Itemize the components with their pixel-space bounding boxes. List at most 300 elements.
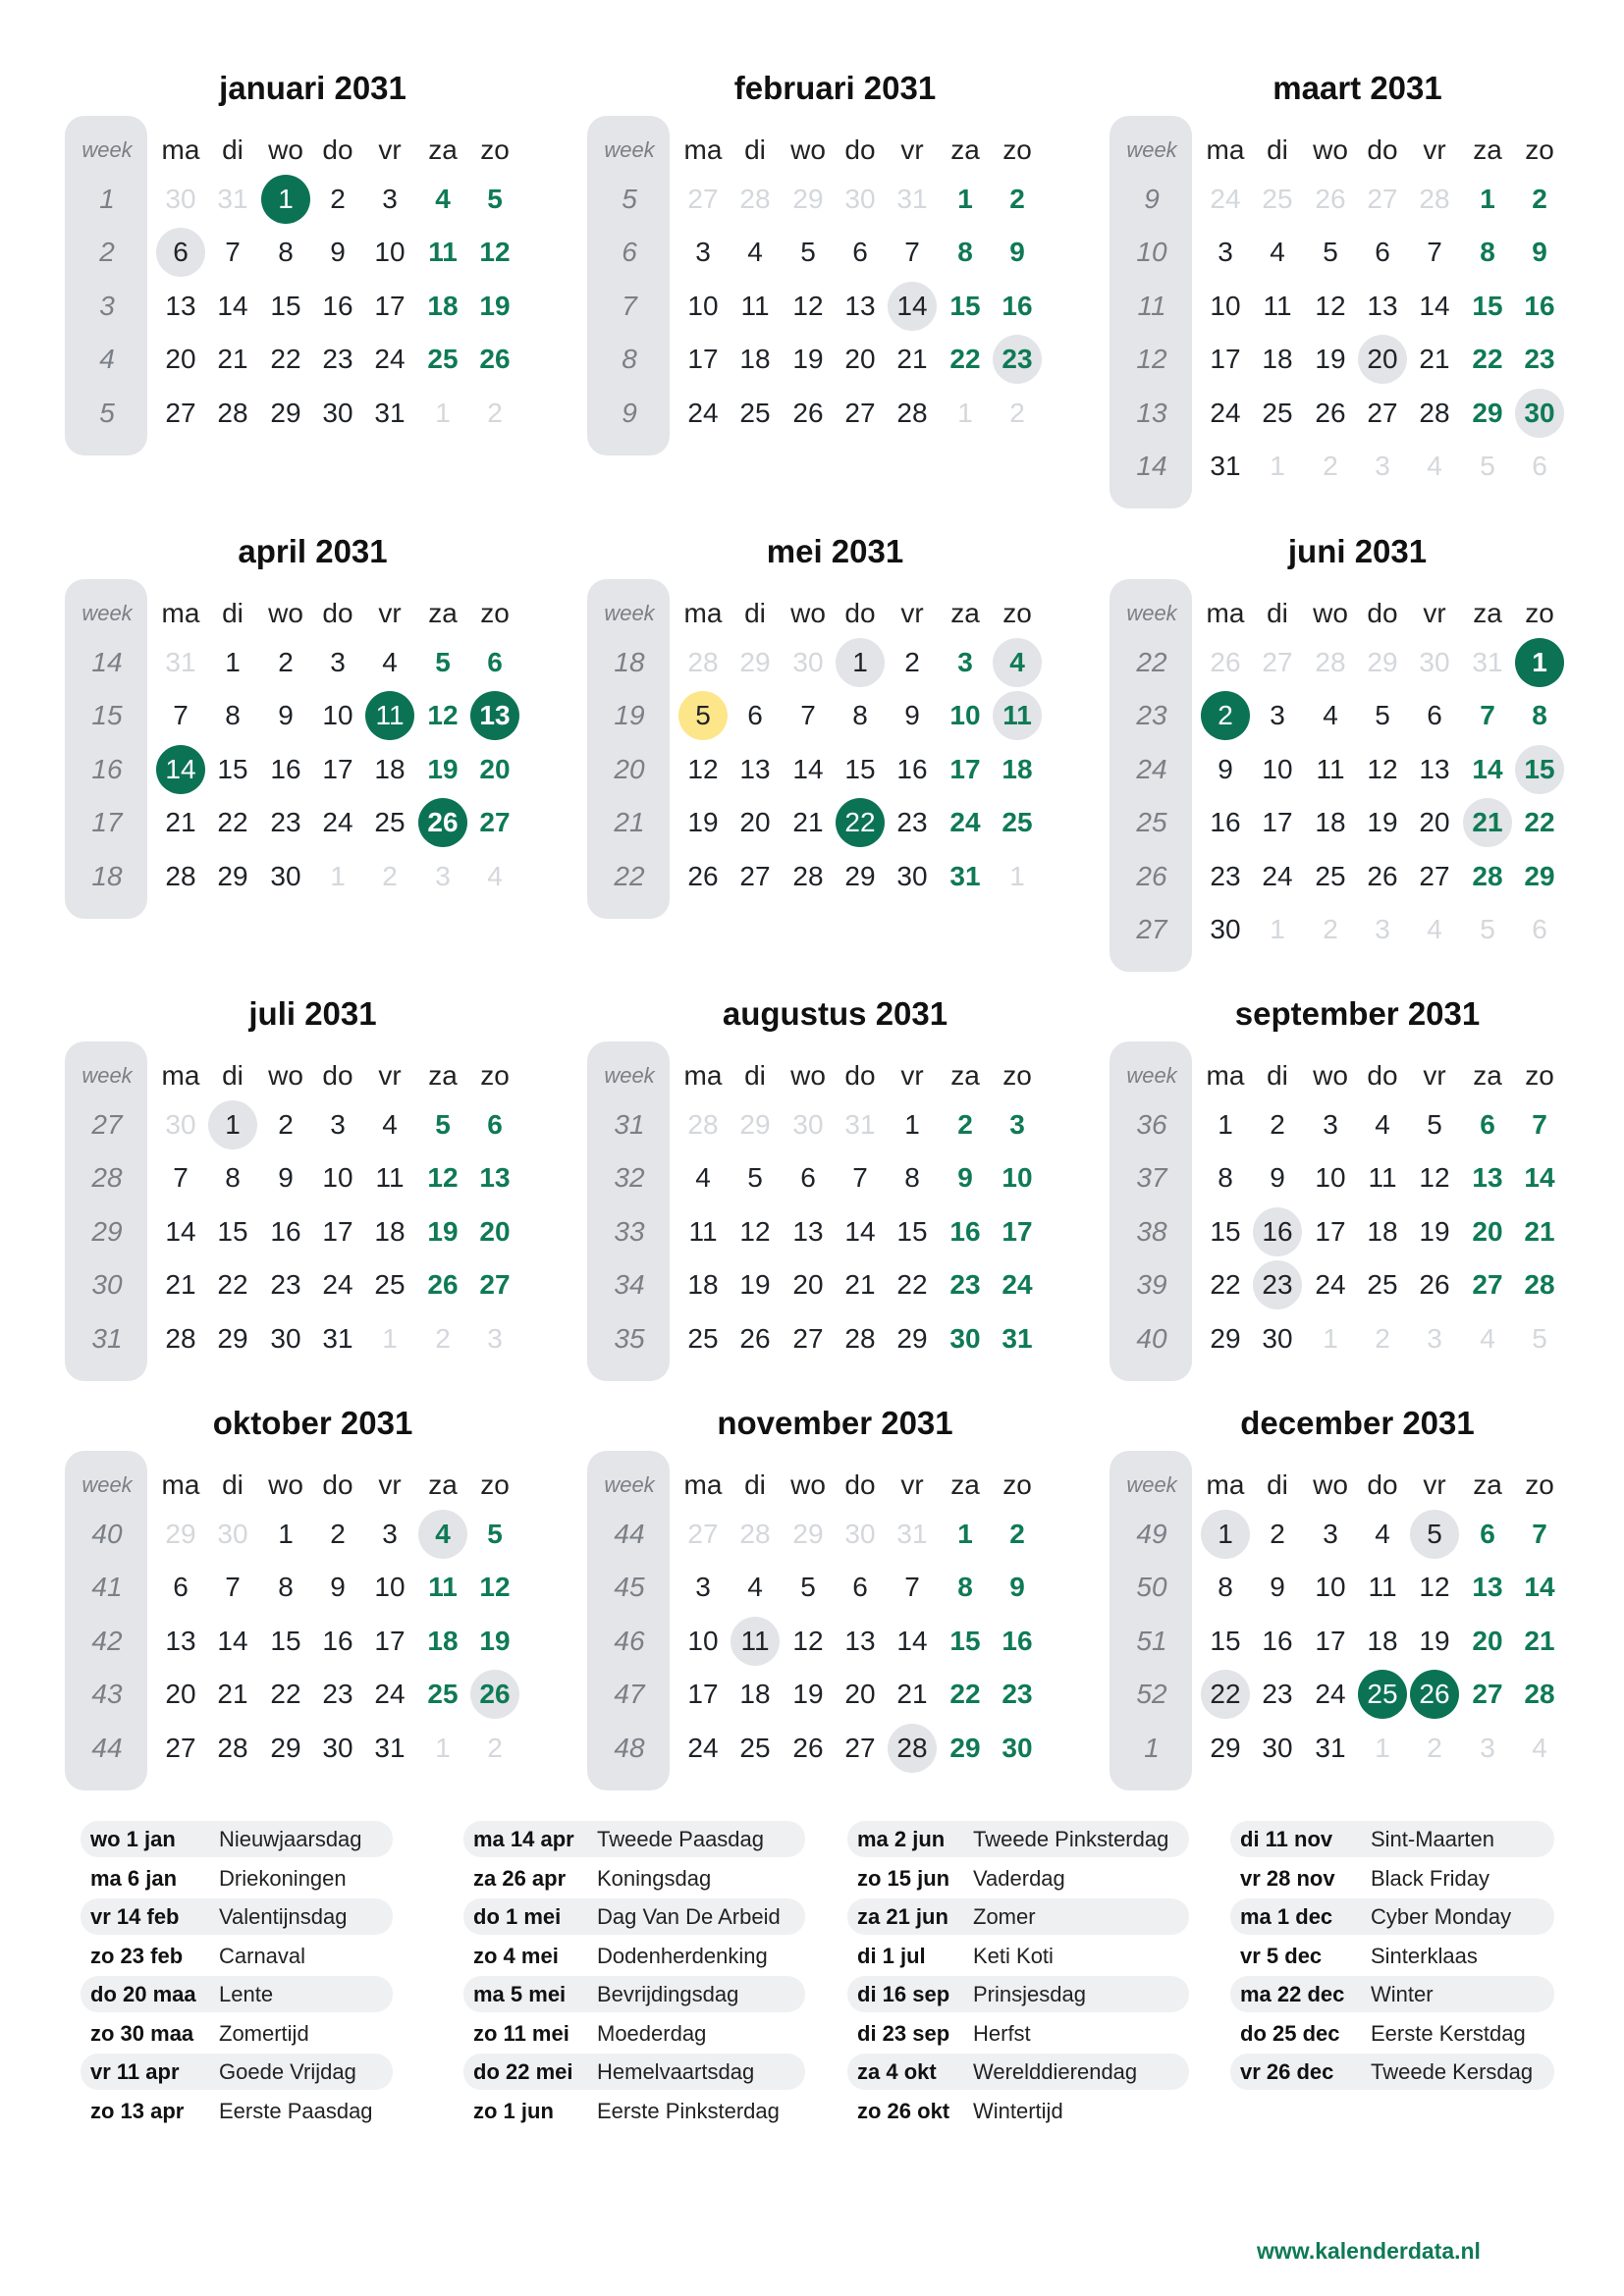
day-cell[interactable]: 21	[896, 1679, 928, 1710]
day-cell[interactable]: 5	[678, 691, 728, 740]
day-cell[interactable]: 31	[949, 860, 981, 891]
day-cell[interactable]: 30	[322, 1732, 353, 1763]
day-cell[interactable]: 31	[1210, 451, 1241, 481]
day-cell[interactable]: 13	[1472, 1162, 1503, 1194]
day-cell[interactable]: 29	[844, 860, 876, 891]
day-cell[interactable]: 17	[1210, 344, 1241, 375]
day-cell[interactable]: 3	[1218, 237, 1233, 268]
day-cell[interactable]: 14	[1524, 1162, 1555, 1194]
day-cell[interactable]: 6	[1427, 700, 1442, 731]
day-cell[interactable]: 25	[687, 1322, 719, 1354]
day-cell[interactable]: 26	[1419, 1269, 1450, 1301]
day-cell[interactable]: 19	[687, 807, 719, 838]
day-cell[interactable]: 10	[374, 1572, 406, 1603]
day-cell[interactable]: 25	[374, 1269, 406, 1301]
day-cell[interactable]: 8	[1480, 237, 1495, 268]
day-cell[interactable]: 7	[1480, 700, 1495, 731]
day-cell[interactable]: 23	[322, 1679, 353, 1710]
day-cell[interactable]: 30	[1210, 914, 1241, 944]
day-cell[interactable]: 15	[1472, 290, 1503, 321]
day-cell[interactable]: 14	[217, 290, 248, 321]
day-cell[interactable]: 8	[852, 700, 868, 731]
day-cell[interactable]: 3	[382, 1519, 398, 1549]
day-cell[interactable]: 14	[888, 282, 937, 331]
day-cell[interactable]: 6	[1480, 1109, 1495, 1140]
day-cell[interactable]: 2	[957, 1109, 973, 1140]
day-cell[interactable]: 2	[904, 647, 920, 677]
day-cell[interactable]: 18	[1262, 344, 1293, 375]
day-cell[interactable]: 6	[1375, 237, 1390, 268]
day-cell[interactable]: 26	[479, 344, 511, 375]
day-cell[interactable]: 7	[225, 237, 241, 268]
day-cell[interactable]: 20	[792, 1269, 824, 1301]
day-cell[interactable]: 12	[1367, 753, 1398, 784]
day-cell[interactable]: 15	[217, 753, 248, 784]
day-cell[interactable]: 12	[1419, 1572, 1450, 1603]
day-cell[interactable]: 30	[1262, 1322, 1293, 1354]
website-footer[interactable]: www.kalenderdata.nl	[1257, 2238, 1481, 2264]
day-cell[interactable]: 17	[687, 1679, 719, 1710]
day-cell[interactable]: 11	[993, 691, 1042, 740]
day-cell[interactable]: 7	[173, 700, 189, 731]
day-cell[interactable]: 12	[479, 1572, 511, 1603]
day-cell[interactable]: 16	[1001, 290, 1033, 321]
day-cell[interactable]: 26	[687, 860, 719, 891]
day-cell[interactable]: 19	[739, 1269, 771, 1301]
day-cell[interactable]: 28	[1472, 860, 1503, 891]
day-cell[interactable]: 13	[792, 1215, 824, 1247]
day-cell[interactable]: 27	[739, 860, 771, 891]
day-cell[interactable]: 13	[844, 290, 876, 321]
day-cell[interactable]: 11	[428, 237, 458, 268]
day-cell[interactable]: 24	[322, 1269, 353, 1301]
day-cell[interactable]: 2	[278, 1109, 294, 1140]
day-cell[interactable]: 21	[217, 344, 248, 375]
day-cell[interactable]: 27	[792, 1322, 824, 1354]
day-cell[interactable]: 5	[1323, 237, 1338, 268]
day-cell[interactable]: 16	[949, 1215, 981, 1247]
day-cell[interactable]: 2	[1009, 184, 1025, 214]
day-cell[interactable]: 21	[165, 1269, 196, 1301]
day-cell[interactable]: 13	[479, 1162, 511, 1194]
day-cell[interactable]: 6	[487, 647, 503, 677]
day-cell[interactable]: 22	[270, 344, 301, 375]
day-cell[interactable]: 22	[1210, 1269, 1241, 1301]
day-cell[interactable]: 21	[1524, 1215, 1555, 1247]
day-cell[interactable]: 11	[1368, 1162, 1397, 1194]
day-cell[interactable]: 12	[1315, 290, 1346, 321]
day-cell[interactable]: 19	[792, 1679, 824, 1710]
day-cell[interactable]: 6	[852, 237, 868, 268]
day-cell[interactable]: 25	[1315, 860, 1346, 891]
day-cell[interactable]: 9	[278, 1162, 294, 1194]
day-cell[interactable]: 8	[1532, 700, 1547, 731]
day-cell[interactable]: 24	[1315, 1269, 1346, 1301]
day-cell[interactable]: 31	[374, 1732, 406, 1763]
day-cell[interactable]: 3	[382, 184, 398, 214]
day-cell[interactable]: 27	[479, 807, 511, 838]
day-cell[interactable]: 13	[1472, 1572, 1503, 1603]
day-cell[interactable]: 22	[949, 1679, 981, 1710]
day-cell[interactable]: 18	[1315, 807, 1346, 838]
day-cell[interactable]: 21	[1524, 1625, 1555, 1656]
day-cell[interactable]: 9	[330, 1572, 346, 1603]
day-cell[interactable]: 7	[173, 1162, 189, 1194]
day-cell[interactable]: 29	[217, 860, 248, 891]
day-cell[interactable]: 8	[225, 700, 241, 731]
day-cell[interactable]: 30	[1001, 1732, 1033, 1763]
day-cell[interactable]: 3	[1270, 700, 1285, 731]
day-cell[interactable]: 3	[1323, 1519, 1338, 1549]
day-cell[interactable]: 8	[957, 237, 973, 268]
day-cell[interactable]: 21	[165, 807, 196, 838]
day-cell[interactable]: 11	[375, 1162, 405, 1194]
day-cell[interactable]: 1	[225, 647, 241, 677]
day-cell[interactable]: 23	[896, 807, 928, 838]
day-cell[interactable]: 12	[687, 753, 719, 784]
day-cell[interactable]: 19	[479, 290, 511, 321]
day-cell[interactable]: 15	[270, 290, 301, 321]
day-cell[interactable]: 19	[792, 344, 824, 375]
day-cell[interactable]: 25	[374, 807, 406, 838]
day-cell[interactable]: 28	[165, 1322, 196, 1354]
day-cell[interactable]: 11	[1263, 290, 1292, 321]
day-cell[interactable]: 7	[225, 1572, 241, 1603]
day-cell[interactable]: 14	[896, 1625, 928, 1656]
day-cell[interactable]: 5	[1410, 1510, 1459, 1559]
day-cell[interactable]: 7	[852, 1162, 868, 1194]
day-cell[interactable]: 16	[896, 753, 928, 784]
day-cell[interactable]: 5	[435, 647, 451, 677]
day-cell[interactable]: 15	[1210, 1215, 1241, 1247]
day-cell[interactable]: 4	[435, 184, 451, 214]
day-cell[interactable]: 21	[1463, 798, 1512, 847]
day-cell[interactable]: 23	[1262, 1679, 1293, 1710]
day-cell[interactable]: 27	[844, 397, 876, 428]
day-cell[interactable]: 30	[322, 397, 353, 428]
day-cell[interactable]: 9	[1009, 237, 1025, 268]
day-cell[interactable]: 16	[270, 1215, 301, 1247]
day-cell[interactable]: 25	[427, 344, 459, 375]
day-cell[interactable]: 23	[949, 1269, 981, 1301]
day-cell[interactable]: 18	[374, 753, 406, 784]
day-cell[interactable]: 22	[836, 798, 885, 847]
day-cell[interactable]: 18	[1367, 1215, 1398, 1247]
day-cell[interactable]: 10	[1262, 753, 1293, 784]
day-cell[interactable]: 5	[487, 184, 503, 214]
day-cell[interactable]: 17	[374, 290, 406, 321]
day-cell[interactable]: 24	[949, 807, 981, 838]
day-cell[interactable]: 10	[322, 1162, 353, 1194]
day-cell[interactable]: 4	[1375, 1519, 1390, 1549]
day-cell[interactable]: 9	[904, 700, 920, 731]
day-cell[interactable]: 16	[1210, 807, 1241, 838]
day-cell[interactable]: 12	[792, 1625, 824, 1656]
day-cell[interactable]: 8	[278, 237, 294, 268]
day-cell[interactable]: 16	[322, 290, 353, 321]
day-cell[interactable]: 14	[1472, 753, 1503, 784]
day-cell[interactable]: 18	[427, 290, 459, 321]
day-cell[interactable]: 13	[739, 753, 771, 784]
day-cell[interactable]: 18	[739, 344, 771, 375]
day-cell[interactable]: 4	[747, 1572, 763, 1603]
day-cell[interactable]: 1	[957, 1519, 973, 1549]
day-cell[interactable]: 3	[957, 647, 973, 677]
day-cell[interactable]: 7	[1427, 237, 1442, 268]
day-cell[interactable]: 1	[208, 1100, 257, 1149]
day-cell[interactable]: 27	[1472, 1679, 1503, 1710]
day-cell[interactable]: 19	[479, 1625, 511, 1656]
day-cell[interactable]: 13	[1419, 753, 1450, 784]
day-cell[interactable]: 28	[1524, 1679, 1555, 1710]
day-cell[interactable]: 29	[1524, 860, 1555, 891]
day-cell[interactable]: 11	[688, 1215, 718, 1247]
day-cell[interactable]: 9	[1218, 753, 1233, 784]
day-cell[interactable]: 2	[1270, 1519, 1285, 1549]
day-cell[interactable]: 7	[904, 1572, 920, 1603]
day-cell[interactable]: 22	[1472, 344, 1503, 375]
day-cell[interactable]: 27	[1367, 397, 1398, 428]
day-cell[interactable]: 12	[1419, 1162, 1450, 1194]
day-cell[interactable]: 1	[957, 184, 973, 214]
day-cell[interactable]: 14	[217, 1625, 248, 1656]
day-cell[interactable]: 14	[156, 745, 205, 794]
day-cell[interactable]: 31	[1315, 1732, 1346, 1763]
day-cell[interactable]: 25	[739, 397, 771, 428]
day-cell[interactable]: 9	[1270, 1162, 1285, 1194]
day-cell[interactable]: 1	[904, 1109, 920, 1140]
day-cell[interactable]: 24	[322, 807, 353, 838]
day-cell[interactable]: 4	[695, 1162, 711, 1194]
day-cell[interactable]: 10	[374, 237, 406, 268]
day-cell[interactable]: 20	[844, 344, 876, 375]
day-cell[interactable]: 30	[1515, 389, 1564, 438]
day-cell[interactable]: 27	[1419, 860, 1450, 891]
day-cell[interactable]: 18	[427, 1625, 459, 1656]
day-cell[interactable]: 30	[1262, 1732, 1293, 1763]
day-cell[interactable]: 9	[1009, 1572, 1025, 1603]
day-cell[interactable]: 2	[1009, 1519, 1025, 1549]
day-cell[interactable]: 8	[278, 1572, 294, 1603]
day-cell[interactable]: 24	[1001, 1269, 1033, 1301]
day-cell[interactable]: 2	[1532, 184, 1547, 214]
day-cell[interactable]: 23	[1001, 1679, 1033, 1710]
day-cell[interactable]: 15	[1210, 1625, 1241, 1656]
day-cell[interactable]: 27	[479, 1269, 511, 1301]
day-cell[interactable]: 21	[1419, 344, 1450, 375]
day-cell[interactable]: 26	[418, 798, 467, 847]
day-cell[interactable]: 24	[374, 1679, 406, 1710]
day-cell[interactable]: 20	[1419, 807, 1450, 838]
day-cell[interactable]: 12	[427, 700, 459, 731]
day-cell[interactable]: 3	[330, 1109, 346, 1140]
day-cell[interactable]: 16	[270, 753, 301, 784]
day-cell[interactable]: 5	[1375, 700, 1390, 731]
day-cell[interactable]: 27	[844, 1732, 876, 1763]
day-cell[interactable]: 11	[1316, 753, 1345, 784]
day-cell[interactable]: 12	[479, 237, 511, 268]
day-cell[interactable]: 1	[278, 1519, 294, 1549]
day-cell[interactable]: 18	[687, 1269, 719, 1301]
day-cell[interactable]: 26	[1315, 397, 1346, 428]
day-cell[interactable]: 3	[695, 237, 711, 268]
day-cell[interactable]: 7	[904, 237, 920, 268]
day-cell[interactable]: 18	[739, 1679, 771, 1710]
day-cell[interactable]: 1	[1218, 1109, 1233, 1140]
day-cell[interactable]: 11	[731, 1617, 780, 1666]
day-cell[interactable]: 20	[479, 753, 511, 784]
day-cell[interactable]: 19	[1367, 807, 1398, 838]
day-cell[interactable]: 17	[1262, 807, 1293, 838]
day-cell[interactable]: 28	[217, 397, 248, 428]
day-cell[interactable]: 25	[1367, 1269, 1398, 1301]
day-cell[interactable]: 23	[1524, 344, 1555, 375]
day-cell[interactable]: 27	[165, 397, 196, 428]
day-cell[interactable]: 16	[1524, 290, 1555, 321]
day-cell[interactable]: 20	[844, 1679, 876, 1710]
day-cell[interactable]: 13	[165, 290, 196, 321]
day-cell[interactable]: 12	[792, 290, 824, 321]
day-cell[interactable]: 4	[1323, 700, 1338, 731]
day-cell[interactable]: 10	[1001, 1162, 1033, 1194]
day-cell[interactable]: 5	[1427, 1109, 1442, 1140]
day-cell[interactable]: 20	[739, 807, 771, 838]
day-cell[interactable]: 3	[1009, 1109, 1025, 1140]
day-cell[interactable]: 14	[1419, 290, 1450, 321]
day-cell[interactable]: 18	[1367, 1625, 1398, 1656]
day-cell[interactable]: 2	[330, 184, 346, 214]
day-cell[interactable]: 21	[896, 344, 928, 375]
day-cell[interactable]: 7	[1532, 1519, 1547, 1549]
day-cell[interactable]: 26	[470, 1670, 519, 1719]
day-cell[interactable]: 9	[1532, 237, 1547, 268]
day-cell[interactable]: 22	[270, 1679, 301, 1710]
day-cell[interactable]: 6	[487, 1109, 503, 1140]
day-cell[interactable]: 21	[844, 1269, 876, 1301]
day-cell[interactable]: 17	[1315, 1215, 1346, 1247]
day-cell[interactable]: 29	[896, 1322, 928, 1354]
day-cell[interactable]: 9	[1270, 1572, 1285, 1603]
day-cell[interactable]: 20	[479, 1215, 511, 1247]
day-cell[interactable]: 19	[1315, 344, 1346, 375]
day-cell[interactable]: 11	[365, 691, 414, 740]
day-cell[interactable]: 16	[1253, 1207, 1302, 1256]
day-cell[interactable]: 2	[278, 647, 294, 677]
day-cell[interactable]: 9	[330, 237, 346, 268]
day-cell[interactable]: 12	[427, 1162, 459, 1194]
day-cell[interactable]: 31	[322, 1322, 353, 1354]
day-cell[interactable]: 4	[382, 1109, 398, 1140]
day-cell[interactable]: 23	[270, 807, 301, 838]
day-cell[interactable]: 26	[1367, 860, 1398, 891]
day-cell[interactable]: 15	[1515, 745, 1564, 794]
day-cell[interactable]: 6	[156, 228, 205, 277]
day-cell[interactable]: 14	[1524, 1572, 1555, 1603]
day-cell[interactable]: 30	[270, 1322, 301, 1354]
day-cell[interactable]: 22	[217, 807, 248, 838]
day-cell[interactable]: 13	[165, 1625, 196, 1656]
day-cell[interactable]: 23	[322, 344, 353, 375]
day-cell[interactable]: 7	[800, 700, 816, 731]
day-cell[interactable]: 8	[904, 1162, 920, 1194]
day-cell[interactable]: 10	[322, 700, 353, 731]
day-cell[interactable]: 30	[949, 1322, 981, 1354]
day-cell[interactable]: 28	[844, 1322, 876, 1354]
day-cell[interactable]: 10	[949, 700, 981, 731]
day-cell[interactable]: 15	[896, 1215, 928, 1247]
day-cell[interactable]: 29	[949, 1732, 981, 1763]
day-cell[interactable]: 21	[792, 807, 824, 838]
day-cell[interactable]: 1	[261, 175, 310, 224]
day-cell[interactable]: 25	[427, 1679, 459, 1710]
day-cell[interactable]: 7	[1532, 1109, 1547, 1140]
day-cell[interactable]: 4	[382, 647, 398, 677]
day-cell[interactable]: 15	[217, 1215, 248, 1247]
day-cell[interactable]: 10	[1210, 290, 1241, 321]
day-cell[interactable]: 15	[270, 1625, 301, 1656]
day-cell[interactable]: 12	[739, 1215, 771, 1247]
day-cell[interactable]: 28	[165, 860, 196, 891]
day-cell[interactable]: 13	[844, 1625, 876, 1656]
day-cell[interactable]: 10	[687, 290, 719, 321]
day-cell[interactable]: 24	[1210, 397, 1241, 428]
day-cell[interactable]: 18	[374, 1215, 406, 1247]
day-cell[interactable]: 2	[1270, 1109, 1285, 1140]
day-cell[interactable]: 9	[278, 700, 294, 731]
day-cell[interactable]: 29	[1210, 1732, 1241, 1763]
day-cell[interactable]: 10	[687, 1625, 719, 1656]
day-cell[interactable]: 28	[896, 397, 928, 428]
day-cell[interactable]: 6	[852, 1572, 868, 1603]
day-cell[interactable]: 4	[1375, 1109, 1390, 1140]
day-cell[interactable]: 4	[993, 638, 1042, 687]
day-cell[interactable]: 13	[1367, 290, 1398, 321]
day-cell[interactable]: 1	[836, 638, 885, 687]
day-cell[interactable]: 3	[1323, 1109, 1338, 1140]
day-cell[interactable]: 29	[1210, 1322, 1241, 1354]
day-cell[interactable]: 11	[428, 1572, 458, 1603]
day-cell[interactable]: 8	[1218, 1572, 1233, 1603]
day-cell[interactable]: 3	[695, 1572, 711, 1603]
day-cell[interactable]: 10	[1315, 1162, 1346, 1194]
day-cell[interactable]: 19	[1419, 1625, 1450, 1656]
day-cell[interactable]: 25	[1262, 397, 1293, 428]
day-cell[interactable]: 22	[896, 1269, 928, 1301]
day-cell[interactable]: 17	[374, 1625, 406, 1656]
day-cell[interactable]: 20	[165, 1679, 196, 1710]
day-cell[interactable]: 19	[1419, 1215, 1450, 1247]
day-cell[interactable]: 16	[322, 1625, 353, 1656]
day-cell[interactable]: 25	[1001, 807, 1033, 838]
day-cell[interactable]: 23	[993, 335, 1042, 384]
day-cell[interactable]: 16	[1001, 1625, 1033, 1656]
day-cell[interactable]: 20	[1358, 335, 1407, 384]
day-cell[interactable]: 11	[1368, 1572, 1397, 1603]
day-cell[interactable]: 27	[1472, 1269, 1503, 1301]
day-cell[interactable]: 15	[844, 753, 876, 784]
day-cell[interactable]: 29	[217, 1322, 248, 1354]
day-cell[interactable]: 30	[270, 860, 301, 891]
day-cell[interactable]: 25	[1358, 1670, 1407, 1719]
day-cell[interactable]: 22	[949, 344, 981, 375]
day-cell[interactable]: 23	[1210, 860, 1241, 891]
day-cell[interactable]: 19	[427, 753, 459, 784]
day-cell[interactable]: 29	[270, 1732, 301, 1763]
day-cell[interactable]: 13	[470, 691, 519, 740]
day-cell[interactable]: 27	[165, 1732, 196, 1763]
day-cell[interactable]: 14	[792, 753, 824, 784]
day-cell[interactable]: 20	[1472, 1215, 1503, 1247]
